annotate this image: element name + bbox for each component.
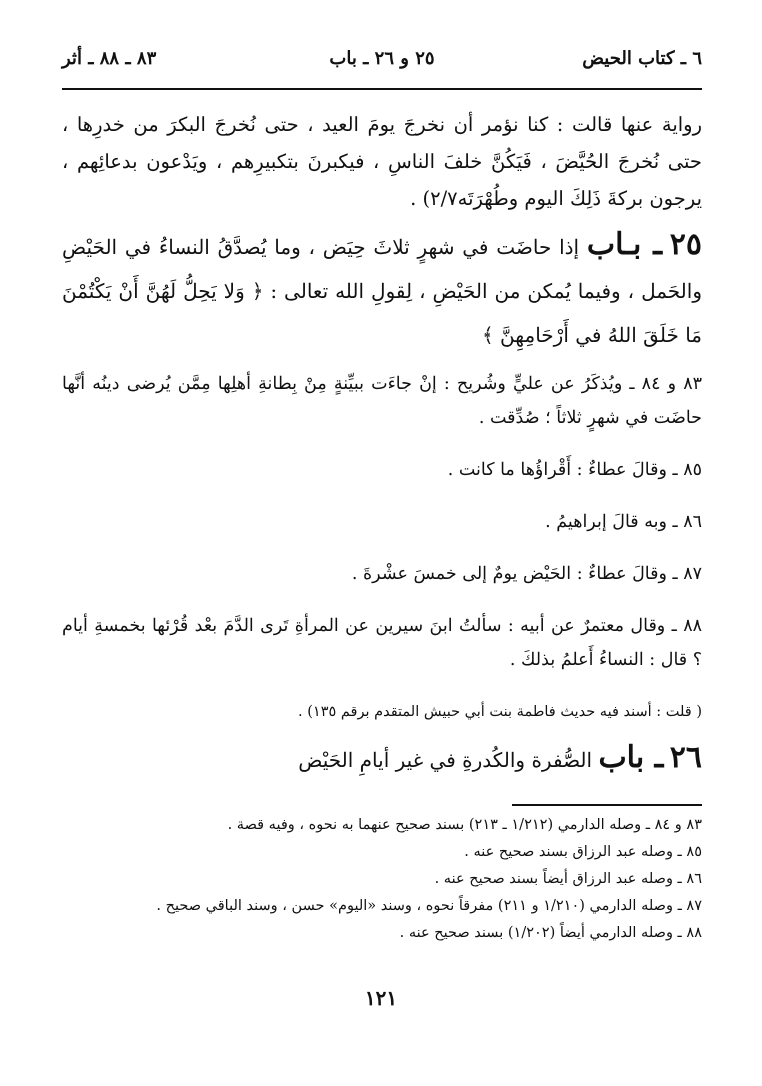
chapter-26-heading <box>62 733 702 785</box>
athar-86: ٨٦ ـ وبه قالَ إبراهيمُ . <box>545 512 702 532</box>
footnotes <box>62 812 702 947</box>
page-number: ١٢١ <box>364 986 398 1010</box>
chapter-25-heading <box>62 223 702 357</box>
footnote-87: ٨٧ ـ وصله الدارمي (١/٢١٠ و ٢١١) مفرقاً نحوه ، وسند «اليوم» حسن ، وسند الباقي صحيح . <box>156 898 702 914</box>
editor-note: ( قلت : أسند فيه حديث فاطمة بنت أبي حبيش المتقدم برقم ١٣٥) . <box>298 704 702 720</box>
footnote-88: ٨٨ ـ وصله الدارمي أيضاً (١/٢٠٢) بسند صحيح عنه . <box>399 925 702 941</box>
footnote-rule <box>512 804 702 806</box>
header-athar-range: ٨٣ ـ ٨٨ ـ أثر <box>62 48 157 69</box>
chapter-26-title: الصُّفرة والكُدرةِ في غير أيامِ الحَيْض <box>298 748 593 772</box>
footnote-85: ٨٥ ـ وصله عبد الرزاق بسند صحيح عنه . <box>464 844 702 860</box>
footnote-83-84: ٨٣ و ٨٤ ـ وصله الدارمي (١/٢١٢ ـ ٢١٣) بسند صحيح عنهما به نحوه ، وفيه قصة . <box>227 817 702 833</box>
chapter-25-number: ٢٥ <box>669 227 703 262</box>
header-rule <box>62 88 702 90</box>
chapter-26-number: ٢٦ <box>669 740 702 775</box>
header-chapter: ٦ ـ كتاب الحيض <box>582 48 702 69</box>
running-header <box>62 44 702 74</box>
header-chapters-range: ٢٥ و ٢٦ ـ باب <box>329 48 435 69</box>
intro-paragraph: رواية عنها قالت : كنا نؤمر أن نخرجَ يومَ العيد ، حتى نُخرجَ البكرَ من خدرِها ، حتى نُخرجَ الحُيَّضَ ، فَيَكُنَّ خلفَ الناسِ ، فيكبرنَ بتكبيرِهم ، ويَدْعون بدعائِهم ، يرجون بركةَ ذَلِكَ اليوم وطُهْرَتَه٢/٧) . <box>62 113 702 210</box>
chapter-26-label: ـ باب <box>598 740 664 775</box>
main-text <box>62 106 702 785</box>
athar-85: ٨٥ ـ وقالَ عطاءٌ : أَقْراؤُها ما كانت . <box>447 460 702 480</box>
athar-88: ٨٨ ـ وقال معتمرٌ عن أبيه : سألتُ ابنَ سيرين عن المرأةِ تَرى الدَّمَ بعْد قُرْئها بخمسةِ أيام ؟ قال : النساءُ أَعلمُ بذلكَ . <box>62 616 702 670</box>
footnote-86: ٨٦ ـ وصله عبد الرزاق أيضاً بسند صحيح عنه . <box>434 871 702 887</box>
athar-83-84: ٨٣ و ٨٤ ـ ويُذكَرُ عن عليٍّ وشُريح : إنْ جاءَت ببيِّنةٍ مِنْ بِطانةِ أهلِها مِمَّن يُرضى دينُه أنَّها حاضَت في شهرٍ ثلاثاً ؛ صُدِّقت . <box>62 374 702 428</box>
chapter-25-label: ـ بـاب <box>586 227 663 262</box>
chapter-25-title: إذا حاضَت في شهرٍ ثلاثَ حِيَض ، وما يُصدَّقُ النساءُ في الحَيْضِ والحَمل ، وفيما يُمكن من الحَيْضِ ، لِقولِ الله تعالى : ﴿ وَلا يَحِلُّ لَهُنَّ أَنْ يَكْتُمْنَ مَا خَلَقَ اللهُ في أَرْحَامِهِنَّ ﴾ <box>62 235 702 347</box>
athar-87: ٨٧ ـ وقالَ عطاءٌ : الحَيْض يومٌ إلى خمسَ عشْرةَ . <box>351 564 702 584</box>
